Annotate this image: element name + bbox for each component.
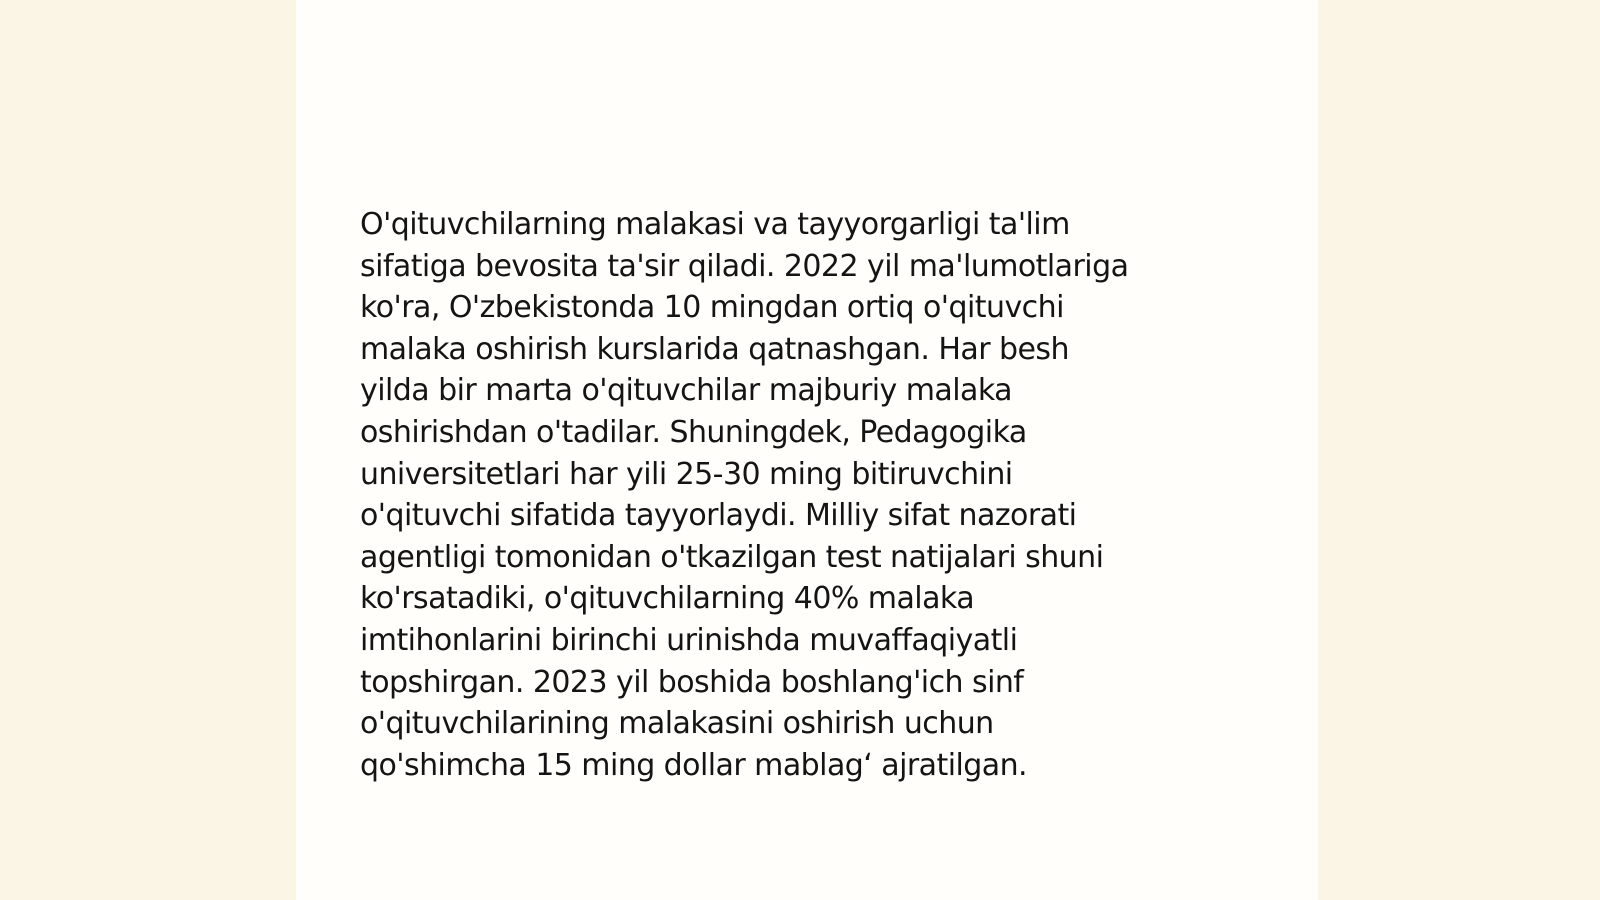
document-page — [296, 0, 1318, 900]
paragraph-line: o'qituvchi sifatida tayyorlaydi. Milliy sifat nazorati — [360, 498, 1077, 534]
paragraph-line: universitetlari har yili 25-30 ming bitiruvchini — [360, 456, 1013, 492]
right-margin-panel — [1318, 0, 1600, 900]
paragraph-line: o'qituvchilarining malakasini oshirish uchun — [360, 706, 994, 742]
paragraph-line: O'qituvchilarning malakasi va tayyorgarligi ta'lim — [360, 207, 1070, 242]
left-margin-panel — [0, 0, 296, 900]
paragraph-line: sifatiga bevosita ta'sir qiladi. 2022 yil ma'lumotlariga — [360, 248, 1129, 284]
paragraph-line: topshirgan. 2023 yil boshida boshlang'ich sinf — [360, 664, 1024, 700]
paragraph-line: yilda bir marta o'qituvchilar majburiy malaka — [360, 373, 1012, 409]
paragraph-line: oshirishdan o'tadilar. Shuningdek, Pedagogika — [360, 414, 1027, 450]
paragraph-line: ko'rsatadiki, o'qituvchilarning 40% malaka — [360, 581, 975, 617]
paragraph-line: agentligi tomonidan o'tkazilgan test natijalari shuni — [360, 539, 1104, 575]
paragraph-line: imtihonlarini birinchi urinishda muvaffaqiyatli — [360, 622, 1018, 658]
paragraph-line: malaka oshirish kurslarida qatnashgan. Har besh — [360, 331, 1069, 367]
body-paragraph — [360, 204, 1240, 786]
paragraph-line: qo'shimcha 15 ming dollar mablag‘ ajratilgan. — [360, 747, 1028, 783]
paragraph-line: ko'ra, O'zbekistonda 10 mingdan ortiq o'qituvchi — [360, 290, 1064, 326]
